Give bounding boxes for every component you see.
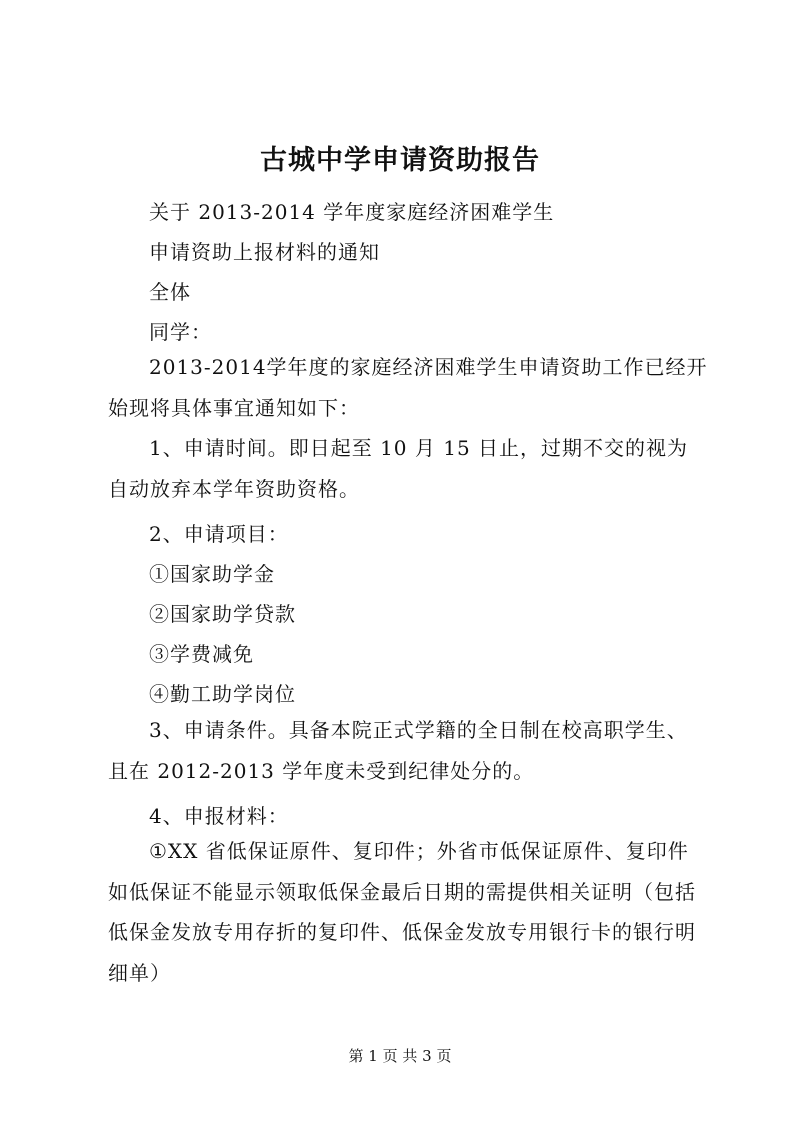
paragraph-materials: ①XX 省低保证原件、复印件；外省市低保证原件、复印件如低保证不能显示领取低保金最后日期的需提供相关证明（包括低保金发放专用存折的复印件、低保金发放专用银行卡的银行明细单） — [108, 839, 696, 985]
page-number: 第 1 页 共 3 页 — [348, 1047, 452, 1065]
intro-line: 关于 2013-2014 学年度家庭经济困难学生 — [149, 200, 555, 224]
heading-application-items: 2、申请项目： — [149, 522, 289, 546]
intro-line: 申请资助上报材料的通知 — [149, 240, 380, 264]
project-item: ②国家助学贷款 — [149, 602, 296, 626]
paragraph-application-time: 1、申请时间。即日起至 10 月 15 日止，过期不交的视为自动放弃本学年资助资格。 — [108, 436, 689, 501]
project-item: ④勤工助学岗位 — [149, 682, 296, 706]
paragraph-conditions: 3、申请条件。具备本院正式学籍的全日制在校高职学生、且在 2012-2013 学年度未受到纪律处分的。 — [108, 718, 688, 783]
project-item: ③学费减免 — [149, 642, 254, 666]
intro-line: 同学： — [149, 320, 212, 344]
paragraph-intro: 2013-2014学年度的家庭经济困难学生申请资助工作已经开始现将具体事宜通知如下： — [108, 355, 708, 420]
intro-line: 全体 — [149, 280, 191, 304]
document-title: 古城中学申请资助报告 — [260, 145, 540, 176]
heading-materials: 4、申报材料： — [149, 804, 289, 828]
project-item: ①国家助学金 — [149, 562, 275, 586]
